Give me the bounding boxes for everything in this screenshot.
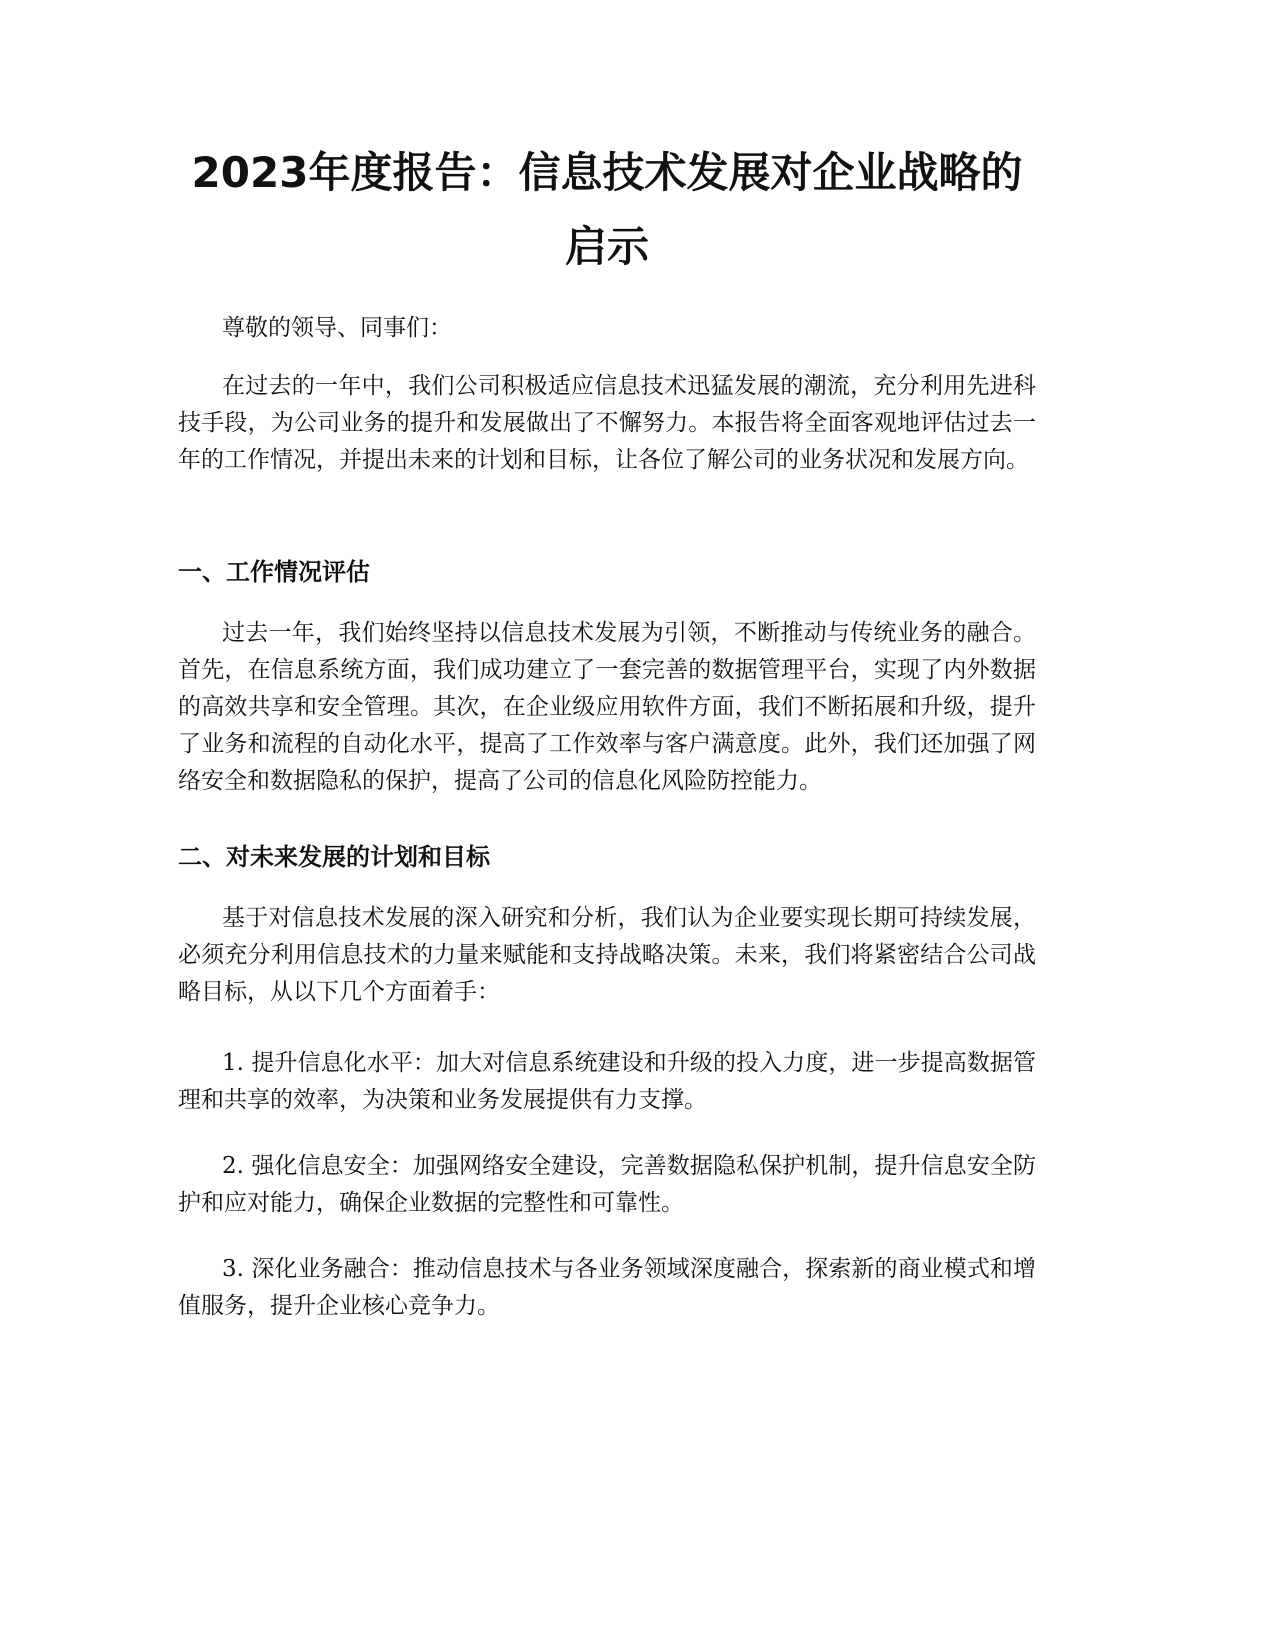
list-item-1: 1. 提升信息化水平：加大对信息系统建设和升级的投入力度，进一步提高数据管理和共享的效率，为决策和业务发展提供有力支撑。	[178, 1050, 1036, 1113]
document-title-line-1: 2023年度报告：信息技术发展对企业战略的	[191, 148, 1023, 197]
list-item-2: 2. 强化信息安全：加强网络安全建设，完善数据隐私保护机制，提升信息安全防护和应对能力，确保企业数据的完整性和可靠性。	[178, 1153, 1036, 1216]
section-1-paragraph: 过去一年，我们始终坚持以信息技术发展为引领，不断推动与传统业务的融合。首先，在信息系统方面，我们成功建立了一套完善的数据管理平台，实现了内外数据的高效共享和安全管理。其次，在企业级应用软件方面，我们不断拓展和升级，提升了业务和流程的自动化水平，提高了工作效率与客户满意度。此外，我们还加强了网络安全和数据隐私的保护，提高了公司的信息化风险防控能力。	[178, 620, 1036, 794]
section-2-paragraph: 基于对信息技术发展的深入研究和分析，我们认为企业要实现长期可持续发展，必须充分利用信息技术的力量来赋能和支持战略决策。未来，我们将紧密结合公司战略目标，从以下几个方面着手：	[178, 905, 1036, 1005]
section-1-heading: 一、工作情况评估	[178, 558, 370, 586]
intro-paragraph: 在过去的一年中，我们公司积极适应信息技术迅猛发展的潮流，充分利用先进科技手段，为公司业务的提升和发展做出了不懈努力。本报告将全面客观地评估过去一年的工作情况，并提出未来的计划和目标，让各位了解公司的业务状况和发展方向。	[178, 373, 1036, 473]
salutation: 尊敬的领导、同事们：	[222, 315, 452, 341]
section-2-heading: 二、对未来发展的计划和目标	[178, 843, 490, 871]
list-item-3: 3. 深化业务融合：推动信息技术与各业务领域深度融合，探索新的商业模式和增值服务，提升企业核心竞争力。	[178, 1256, 1036, 1319]
document-title-line-2: 启示	[564, 222, 649, 271]
